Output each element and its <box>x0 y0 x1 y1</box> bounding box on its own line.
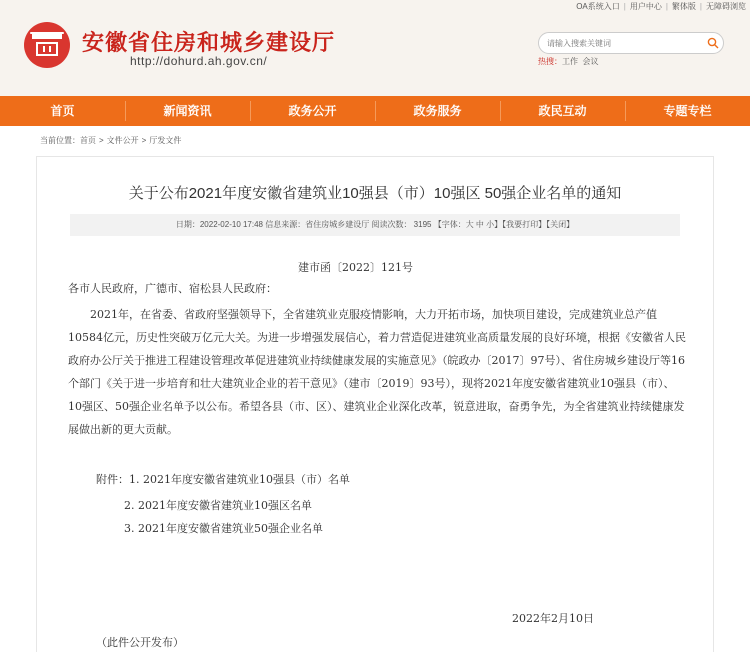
nav-home[interactable]: 首页 <box>50 104 75 118</box>
document-date: 2022年2月10日 <box>512 612 594 625</box>
site-title[interactable]: 安徽省住房和城乡建设厅 <box>82 30 336 55</box>
search-button[interactable] <box>704 34 722 52</box>
oa-entry-link[interactable]: OA系统入口 <box>576 2 620 11</box>
breadcrumb-home[interactable]: 首页 <box>80 136 96 145</box>
user-center-link[interactable]: 用户中心 <box>629 2 662 11</box>
main-nav <box>0 96 750 126</box>
hot-search-item[interactable]: 工作 <box>562 57 578 66</box>
nav-interaction[interactable]: 政民互动 <box>538 104 587 118</box>
attachment-item[interactable]: 3. 2021年度安徽省建筑业50强企业名单 <box>124 522 323 535</box>
search-box <box>538 32 724 54</box>
site-url: http://dohurd.ah.gov.cn/ <box>130 54 268 68</box>
attachment-item[interactable]: 2. 2021年度安徽省建筑业10强区名单 <box>124 499 312 512</box>
publish-note: （此件公开发布） <box>96 636 184 649</box>
breadcrumb-files[interactable]: 文件公开 <box>106 136 139 145</box>
article-meta: 日期：2022-02-10 17:48 信息来源：省住房城乡建设厅 阅读次数： 3195 【字体：大 中 小】【我要打印】【关闭】 <box>70 214 680 236</box>
nav-gov-affairs[interactable]: 政务公开 <box>288 104 337 118</box>
hot-search-item[interactable]: 会议 <box>582 57 599 66</box>
breadcrumb: 当前位置：首页 > 文件公开 > 厅发文件 <box>40 136 182 145</box>
breadcrumb-dept-docs[interactable]: 厅发文件 <box>149 136 182 145</box>
article-paragraph: 2021年，在省委、省政府坚强领导下，全省建筑业克服疫情影响，大力开拓市场，加快项目建设，完成建筑业总产值10584亿元，历史性突破万亿元大关。为进一步增强发展信心，着力营造促进建筑业高质量发展的良好环境，根据《安徽省人民政府办公厅关于推进工程建设管理改革促进建筑业持续健康发展的实施意见》（皖政办〔2017〕97号）、省住房城乡建设厅等16个部门《关于进一步培育和壮大建筑业企业的若干意见》（建市〔2019〕93号），现将2021年度安徽省建筑业10强县（市）、10强区、50强企业名单予以公布。希望各县（市、区）、建筑业企业深化改革，锐意进取，奋勇争先，为全省建筑业持续健康发展做出新的更大贡献。 <box>68 308 686 436</box>
accessibility-link[interactable]: 无障碍浏览 <box>706 2 746 11</box>
hot-search <box>538 56 598 67</box>
site-logo[interactable] <box>24 22 70 68</box>
search-input[interactable] <box>545 35 699 52</box>
nav-gov-services[interactable]: 政务服务 <box>413 104 462 118</box>
search-icon <box>707 37 719 49</box>
nav-news[interactable]: 新闻资讯 <box>163 104 212 118</box>
document-number: 建市函〔2022〕121号 <box>298 261 413 274</box>
article-title: 关于公布2021年度安徽省建筑业10强县（市）10强区 50强企业名单的通知 <box>128 185 622 202</box>
traditional-chinese-link[interactable]: 繁体版 <box>671 2 696 11</box>
hot-search-label: 热搜： <box>538 57 562 66</box>
nav-special-topics[interactable]: 专题专栏 <box>663 104 712 118</box>
attachment-item[interactable]: 附件：1. 2021年度安徽省建筑业10强县（市）名单 <box>96 473 350 486</box>
top-links-bar: OA系统入口 | 用户中心 | 繁体版 | 无障碍浏览 <box>576 2 746 11</box>
breadcrumb-prefix: 当前位置： <box>40 136 80 145</box>
addressee: 各市人民政府，广德市、宿松县人民政府： <box>68 282 277 295</box>
